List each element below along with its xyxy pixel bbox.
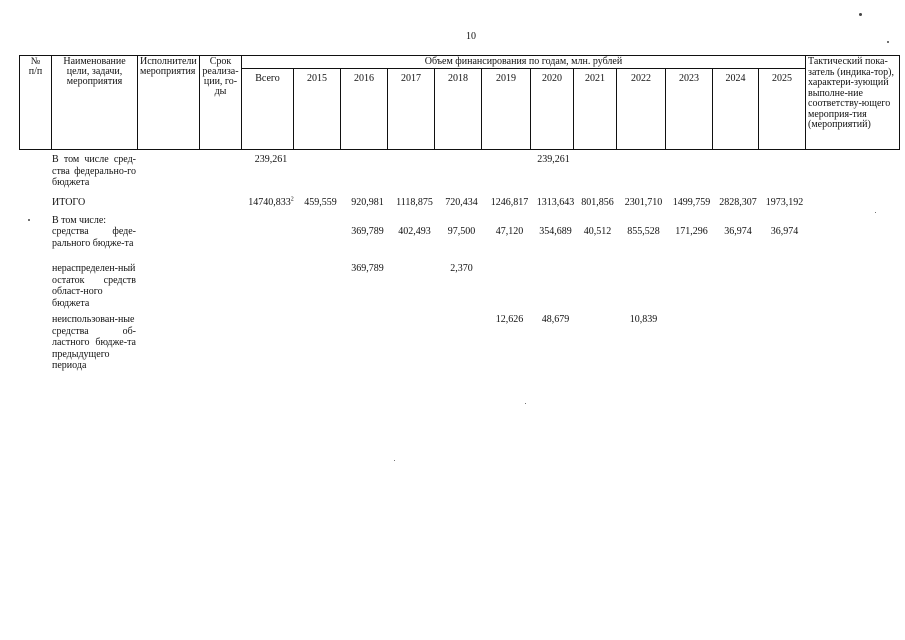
header-col-year: 2023 bbox=[666, 69, 713, 150]
cell-value: 1499,759 bbox=[672, 197, 711, 208]
cell-value: 97,500 bbox=[447, 226, 476, 237]
cell-value: 369,789 bbox=[351, 263, 384, 274]
cell-value: 171,296 bbox=[675, 226, 708, 237]
cell-value: 459,559 bbox=[304, 197, 337, 208]
scan-speck bbox=[525, 403, 526, 404]
cell-value: 1313,643 bbox=[536, 197, 575, 208]
header-term: Срок реализа-ции, го-ды bbox=[200, 56, 242, 150]
cell-value: 239,261 bbox=[254, 154, 288, 165]
header-col-year: 2022 bbox=[617, 69, 666, 150]
header-col-year: 2020 bbox=[531, 69, 574, 150]
header-col-year: 2024 bbox=[713, 69, 759, 150]
scan-speck bbox=[859, 13, 862, 16]
cell-value: 720,434 bbox=[445, 197, 478, 208]
cell-value: 1118,875 bbox=[396, 197, 433, 208]
header-indicator: Тактический пока-затель (индика-тор), характери-зующий выполне-ние соответству-ющего мероприя-тия (мероприятий) bbox=[806, 56, 900, 150]
header-col-total: Всего bbox=[242, 69, 294, 150]
cell-value: 40,512 bbox=[583, 226, 612, 237]
header-col-year: 2017 bbox=[388, 69, 435, 150]
header-table bbox=[19, 55, 900, 150]
cell-value: 36,974 bbox=[724, 226, 752, 237]
cell-value-total bbox=[243, 197, 299, 209]
header-name: Наименование цели, задачи, мероприятия bbox=[52, 56, 138, 150]
header-col-year: 2021 bbox=[574, 69, 617, 150]
header-col-year: 2019 bbox=[482, 69, 531, 150]
header-col-year: 2025 bbox=[759, 69, 806, 150]
cell-value: 1973,192 bbox=[765, 197, 804, 208]
cell-value: 369,789 bbox=[351, 226, 384, 237]
cell-value: 1246,817 bbox=[490, 197, 529, 208]
header-funding: Объем финансирования по годам, млн. рублей bbox=[242, 56, 806, 69]
cell-value: 855,528 bbox=[627, 226, 660, 237]
cell-value: 402,493 bbox=[398, 226, 431, 237]
scan-speck bbox=[394, 460, 395, 461]
row-label: В том числе: bbox=[52, 215, 107, 226]
row-label: нераспределен-ный остаток средств област-ного бюджета bbox=[52, 263, 136, 309]
cell-value: 36,974 bbox=[770, 226, 799, 237]
header-col-year: 2015 bbox=[294, 69, 341, 150]
cell-value: 920,981 bbox=[351, 197, 384, 208]
page-number: 10 bbox=[466, 31, 476, 42]
cell-value: 2828,307 bbox=[719, 197, 757, 208]
header-col-year: 2016 bbox=[341, 69, 388, 150]
row-label: ИТОГО bbox=[52, 197, 86, 208]
cell-value: 2301,710 bbox=[624, 197, 663, 208]
header-executors: Исполнители мероприятия bbox=[138, 56, 200, 150]
scan-speck bbox=[28, 219, 30, 221]
header-num: № п/п bbox=[20, 56, 52, 150]
cell-value: 12,626 bbox=[495, 314, 524, 325]
header-col-year: 2018 bbox=[435, 69, 482, 150]
scan-speck bbox=[887, 41, 889, 43]
cell-value: 10,839 bbox=[629, 314, 658, 325]
cell-value: 354,689 bbox=[539, 226, 572, 237]
cell-value: 801,856 bbox=[581, 197, 614, 208]
scan-speck bbox=[875, 212, 876, 213]
row-label: средства феде-рального бюдже-та bbox=[52, 226, 136, 249]
total-footnote: 2 bbox=[290, 196, 294, 203]
row-label: В том числе сред-ства федерально-го бюджета bbox=[52, 154, 136, 188]
cell-value: 47,120 bbox=[495, 226, 524, 237]
row-label: неиспользован-ные средства об-ластного бюдже-та предыдущего периода bbox=[52, 314, 136, 371]
cell-value: 239,261 bbox=[537, 154, 570, 165]
cell-value: 2,370 bbox=[450, 263, 473, 274]
total-value: 14740,833 bbox=[248, 197, 291, 208]
cell-value: 48,679 bbox=[541, 314, 570, 325]
